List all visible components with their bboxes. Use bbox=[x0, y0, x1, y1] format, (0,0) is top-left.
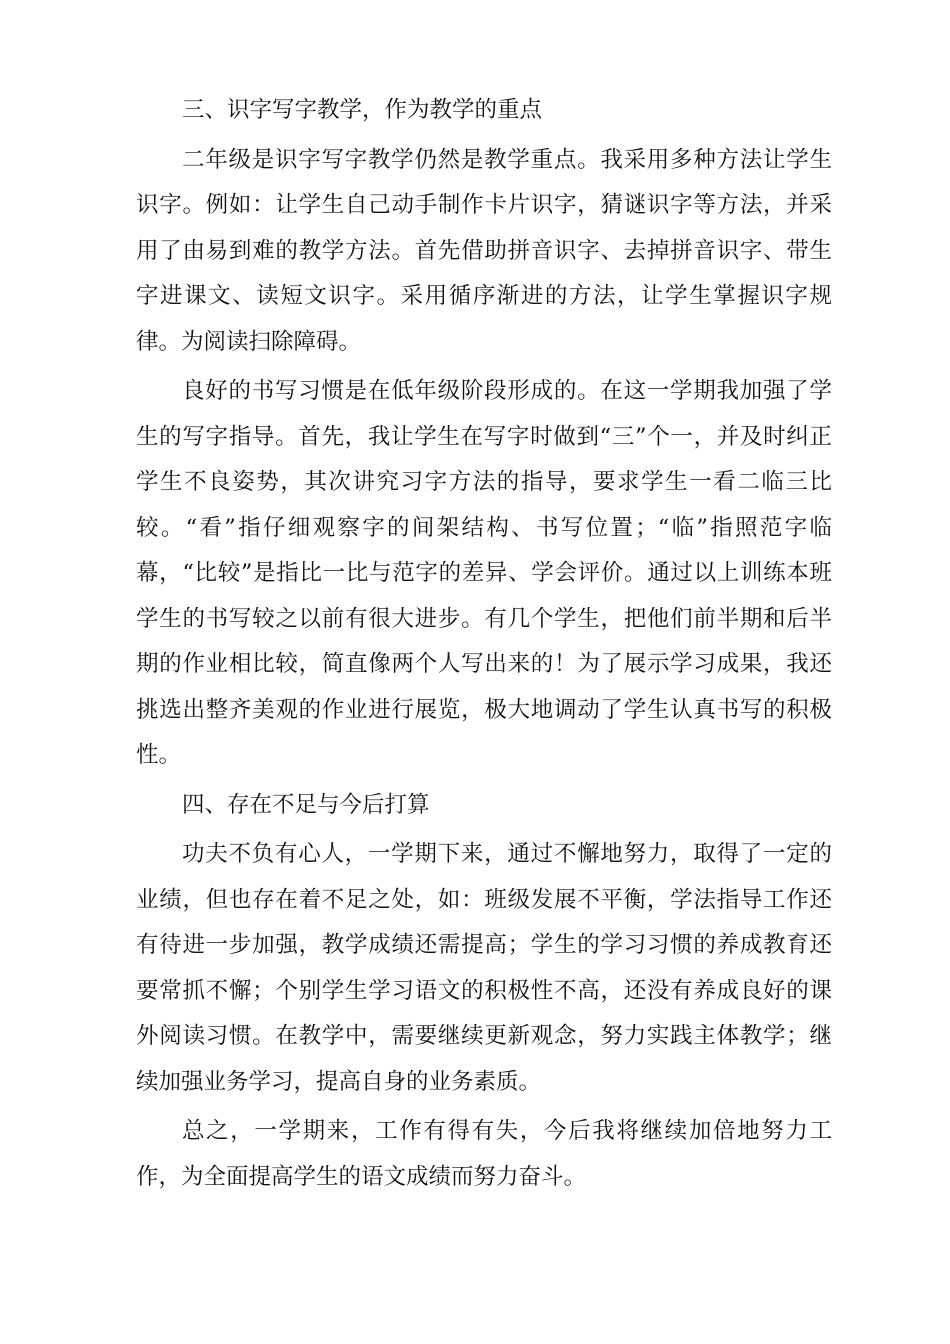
paragraph-literacy: 二年级是识字写字教学仍然是教学重点。我采用多种方法让学生识字。例如：让学生自己动手制作卡片识字，猜谜识字等方法，并采用了由易到难的教学方法。首先借助拼音识字、去掉拼音识字、带生字进课文、读短文识字。采用循序渐进的方法，让学生掌握识字规律。为阅读扫除障碍。 bbox=[136, 146, 832, 355]
paragraph-shortcomings: 功夫不负有心人，一学期下来，通过不懈地努力，取得了一定的业绩，但也存在着不足之处，如：班级发展不平衡，学法指导工作还有待进一步加强，教学成绩还需提高；学生的学习习惯的养成教育还要常抓不懈；个别学生学习语文的积极性不高，还没有养成良好的课外阅读习惯。在教学中，需要继续更新观念，努力实践主体教学；继续加强业务学习，提高自身的业务素质。 bbox=[136, 841, 832, 1095]
paragraph-conclusion: 总之，一学期来，工作有得有失，今后我将继续加倍地努力工作，为全面提高学生的语文成绩而努力奋斗。 bbox=[136, 1118, 832, 1190]
section-heading-4: 四、存在不足与今后打算 bbox=[182, 791, 430, 818]
section-heading-3: 三、识字写字教学，作为教学的重点 bbox=[182, 97, 543, 123]
document-body bbox=[136, 88, 832, 1200]
paragraph-writing-habits: 良好的书写习惯是在低年级阶段形成的。在这一学期我加强了学生的写字指导。首先，我让学生在写字时做到“三”个一，并及时纠正学生不良姿势，其次讲究习字方法的指导，要求学生一看二临三比较。“看”指仔细观察字的间架结构、书写位置；“临”指照范字临幕，“比较”是指比一比与范字的差异、学会评价。通过以上训练本班学生的书写较之以前有很大进步。有几个学生，把他们前半期和后半期的作业相比较，简直像两个人写出来的！为了展示学习成果，我还挑选出整齐美观的作业进行展览，极大地调动了学生认真书写的积极性。 bbox=[136, 378, 832, 768]
